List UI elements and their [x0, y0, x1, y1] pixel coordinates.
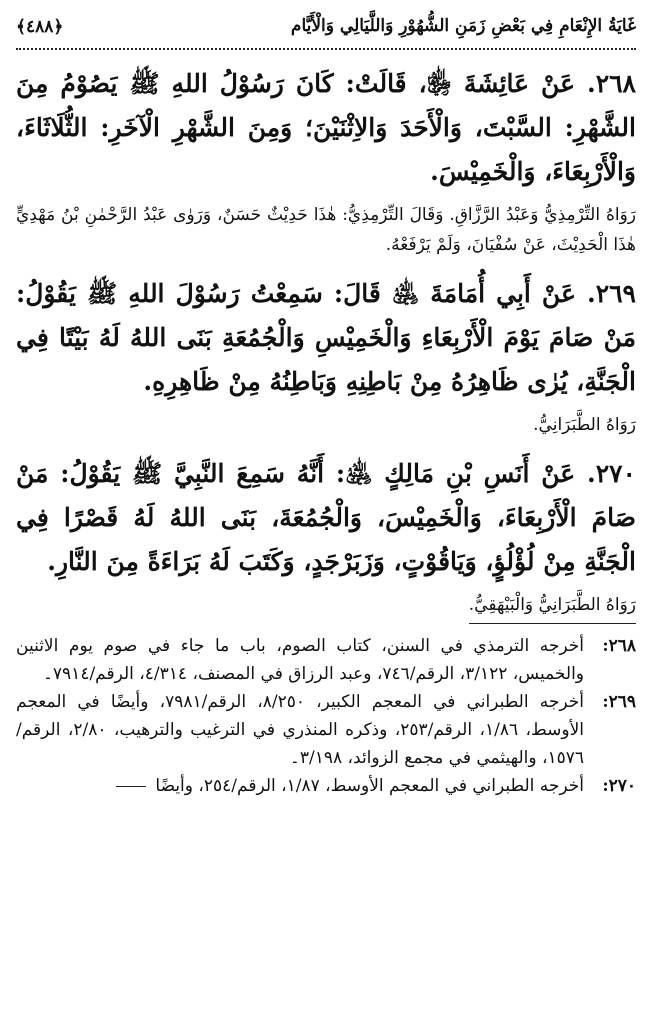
- footnote-text: أخرجه الطبراني في المعجم الكبير، ٨/٢٥٠، الرقم/٧٩٨١، وأيضًا في المعجم الأوسط، ١/٨٦، الرقم/٢٥٣، وذكره المنذري في الترغيب والترهيب، ٢/٨٠، الرقم/١٥٧٦، والهيثمي في مجمع الزوائد، ٣/١٩٨۔: [16, 692, 585, 768]
- hadith-text: [16, 452, 636, 584]
- hadith-number: ٢٦٩.: [586, 279, 636, 308]
- footnote-text: أخرجه الترمذي في السنن، كتاب الصوم، باب ما جاء في صوم يوم الاثنين والخميس، ٣/١٢٢، الرقم/٧٤٦، وعبد الرزاق في المصنف، ٤/٣١٤، الرقم/٧٩١٤۔: [16, 636, 584, 684]
- hadith-text: [16, 272, 636, 404]
- narration-note: رَوَاهُ الطَّبَرَانِيُّ وَالْبَيْهَقِيُّ.: [469, 590, 636, 624]
- footnote-268: [16, 632, 636, 688]
- footnote-270: [16, 772, 636, 800]
- footnote-number: ٢٧٠:: [602, 776, 636, 796]
- page-header: [16, 0, 636, 48]
- hadith-268: [16, 62, 636, 260]
- footnote-text-continued: [16, 772, 584, 800]
- footnote-number: ٢٦٩:: [602, 692, 636, 712]
- hadith-body: عَنْ أَبِي أُمَامَةَ ﵁ قَالَ: سَمِعْتُ رَسُوْلَ اللهِ ﷺ يَقُوْلُ: مَنْ صَامَ يَوْمَ الْأَرْبِعَاءِ وَالْخَمِيْسِ وَالْجُمُعَةِ بَنَى اللهُ لَهُ بَيْتًا فِي الْجَنَّةِ، يُرٰى ظَاهِرُهُ مِنْ بَاطِنِهِ وَبَاطِنُهُ مِنْ ظَاهِرِهِ.: [16, 279, 636, 396]
- footnote-text: أخرجه الطبراني في المعجم الأوسط، ١/٨٧، الرقم/٢٥٤، وأيضًا: [155, 776, 584, 796]
- hadith-text: [16, 62, 636, 194]
- hadith-270: [16, 452, 636, 624]
- narration-note: رَوَاهُ التِّرْمِذِيُّ وَعَبْدُ الرَّزَّاقِ. وَقَالَ التِّرْمِذِيُّ: هٰذَا حَدِيْثٌ حَسَنٌ، وَرَوٰى عَبْدُ الرَّحْمٰنِ بْنُ مَهْدِيٍّ هٰذَا الْحَدِيْثَ، عَنْ سُفْيَانَ، وَلَمْ يَرْفَعْهُ.: [16, 205, 636, 255]
- hadith-number: ٢٧٠.: [586, 459, 636, 488]
- hadith-body: عَنْ أَنَسِ بْنِ مَالِكٍ ﵁: أَنَّهُ سَمِعَ النَّبِيَّ ﷺ يَقُوْلُ: مَنْ صَامَ الْأَرْبِعَاءَ، وَالْخَمِيْسَ، وَالْجُمُعَةَ، بَنَى اللهُ لَهُ قَصْرًا فِي الْجَنَّةِ مِنْ لُؤْلُؤٍ، وَيَاقُوْتٍ، وَزَبَرْجَدٍ، وَكَتَبَ لَهُ بَرَاءَةً مِنَ النَّارِ.: [16, 459, 636, 576]
- hadith-body: عَنْ عَائِشَةَ ﵂، قَالَتْ: كَانَ رَسُوْلُ اللهِ ﷺ يَصُوْمُ مِنَ الشَّهْرِ: السَّبْتَ، وَالْأَحَدَ وَالاِثْنَيْنَ؛ وَمِنَ الشَّهْرِ الْآخَرِ: الثُّلَاثَاءَ، وَالْأَرْبِعَاءَ، وَالْخَمِيْسَ.: [16, 69, 636, 186]
- hadith-269: [16, 272, 636, 440]
- footnote-number: ٢٦٨:: [602, 636, 636, 656]
- page-number: ﴿٤٨٨﴾: [16, 16, 64, 37]
- running-title: غَايَةُ الإِنْعَامِ فِي بَعْضِ زَمَنِ الشُّهُوْرِ وَاللَّيَالِي وَالْأَيَّام: [290, 16, 636, 36]
- narration-note: رَوَاهُ الطَّبَرَانِيُّ.: [533, 415, 636, 435]
- footnote-269: [16, 688, 636, 772]
- hadith-number: ٢٦٨.: [586, 69, 636, 98]
- continuation-line: [116, 786, 146, 787]
- footnotes: [16, 632, 636, 800]
- header-divider: [16, 48, 636, 50]
